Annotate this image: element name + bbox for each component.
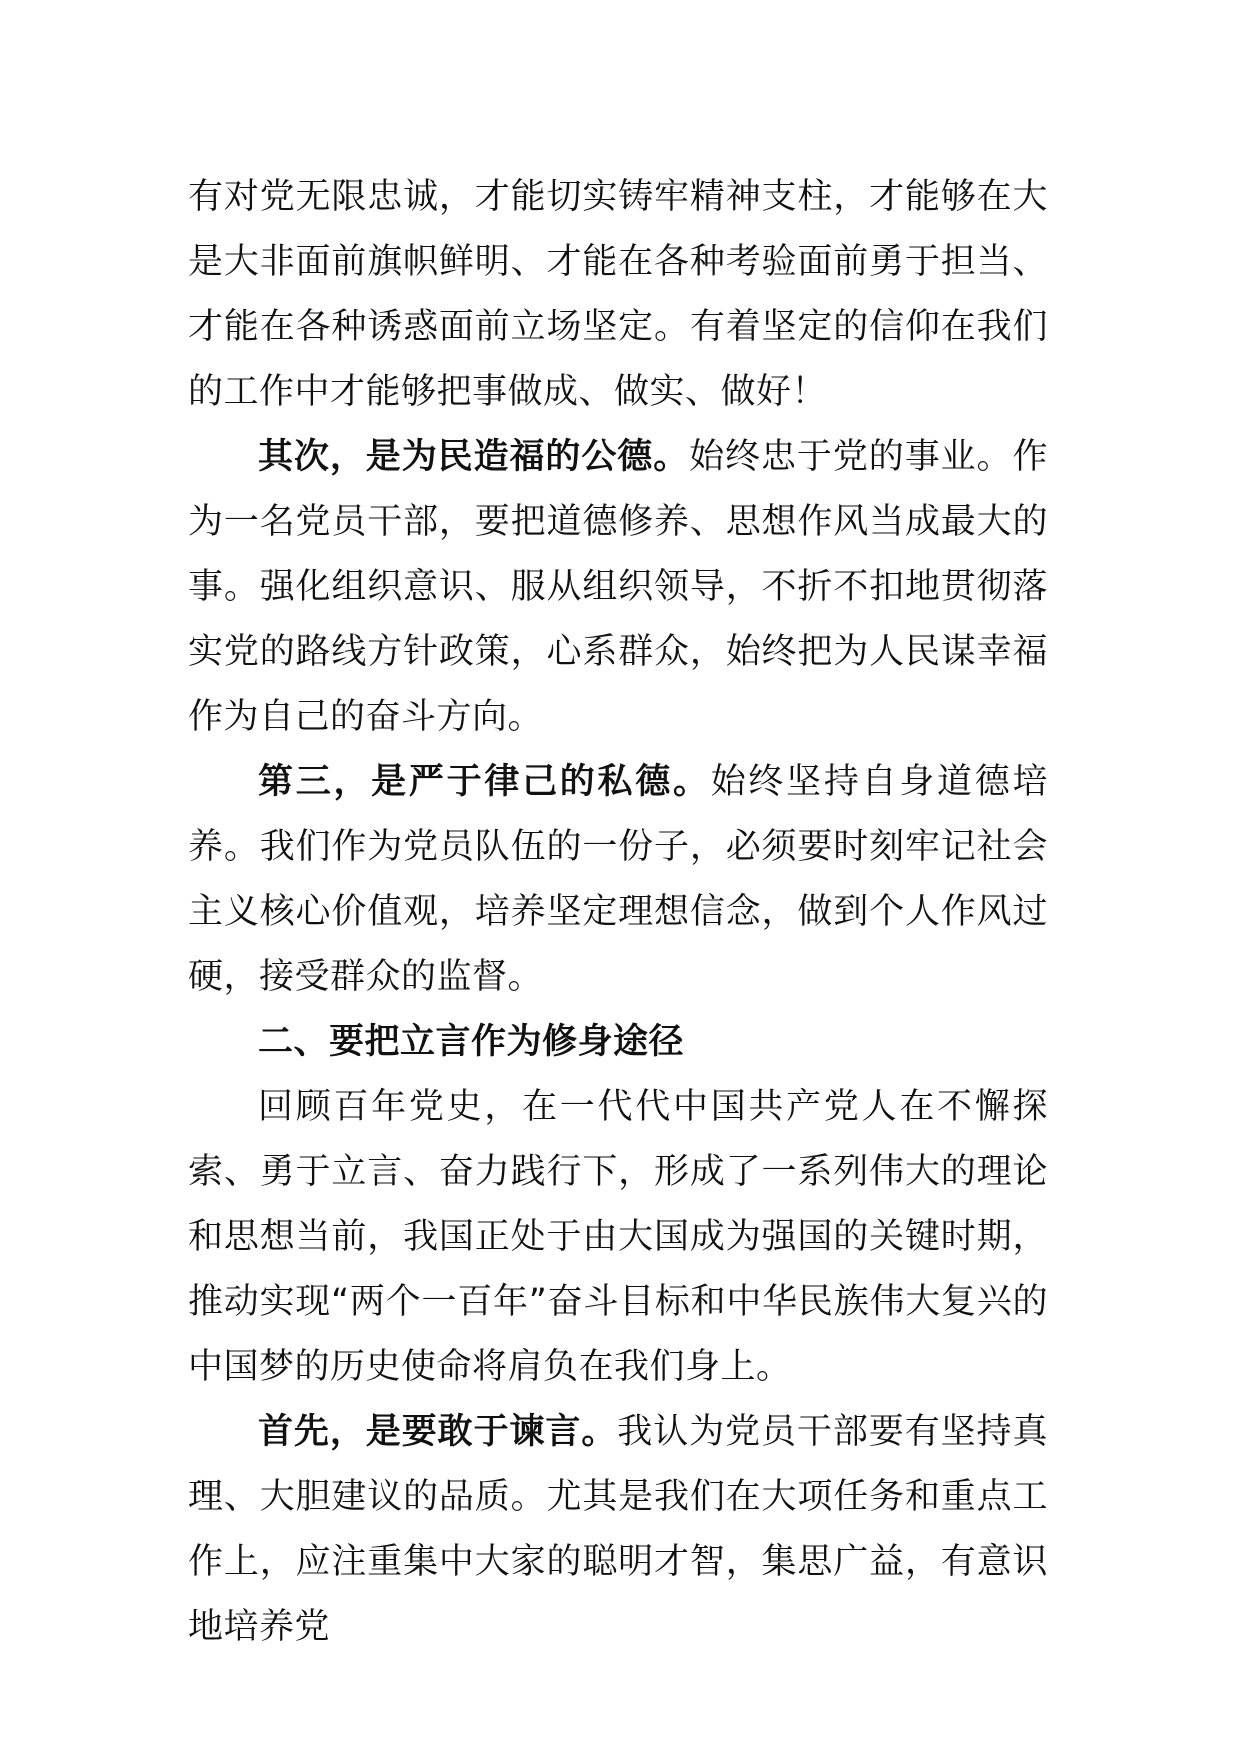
paragraph-lead-bold: 首先，是要敢于谏言。 xyxy=(258,1412,618,1452)
paragraph-body: 我认为党员干部要有坚持真理、大胆建议的品质。尤其是我们在大项任务和重点工作上，应注重集中大家的聪明才智，集思广益，有意识地培养党 xyxy=(188,1412,1048,1647)
document-body xyxy=(188,165,1048,1660)
paragraph-continuation: 有对党无限忠诚，才能切实铸牢精神支柱，才能够在大是大非面前旗帜鲜明、才能在各种考验面前勇于担当、才能在各种诱惑面前立场坚定。有着坚定的信仰在我们的工作中才能够把事做成、做实、做好！ xyxy=(188,177,1048,412)
paragraph-dare-to-advise xyxy=(188,1400,1048,1660)
paragraph-history: 回顾百年党史，在一代代中国共产党人在不懈探索、勇于立言、奋力践行下，形成了一系列伟大的理论和思想当前，我国正处于由大国成为强国的关键时期，推动实现“两个一百年”奋斗目标和中华民族伟大复兴的中国梦的历史使命将肩负在我们身上。 xyxy=(188,1087,1048,1387)
paragraph-body: 始终坚持自身道德培养。我们作为党员队伍的一份子，必须要时刻牢记社会主义核心价值观，培养坚定理想信念，做到个人作风过硬，接受群众的监督。 xyxy=(188,762,1048,997)
paragraph-lead-bold: 其次，是为民造福的公德。 xyxy=(258,437,690,477)
paragraph-body: 始终忠于党的事业。作为一名党员干部，要把道德修养、思想作风当成最大的事。强化组织意识、服从组织领导，不折不扣地贯彻落实党的路线方针政策，心系群众，始终把为人民谋幸福作为自己的奋斗方向。 xyxy=(188,437,1048,737)
paragraph-private-morality xyxy=(188,750,1048,1010)
paragraph-public-morality xyxy=(188,425,1048,750)
paragraph-lead-bold: 第三，是严于律己的私德。 xyxy=(258,762,711,802)
section-heading-2: 二、要把立言作为修身途径 xyxy=(258,1022,685,1062)
